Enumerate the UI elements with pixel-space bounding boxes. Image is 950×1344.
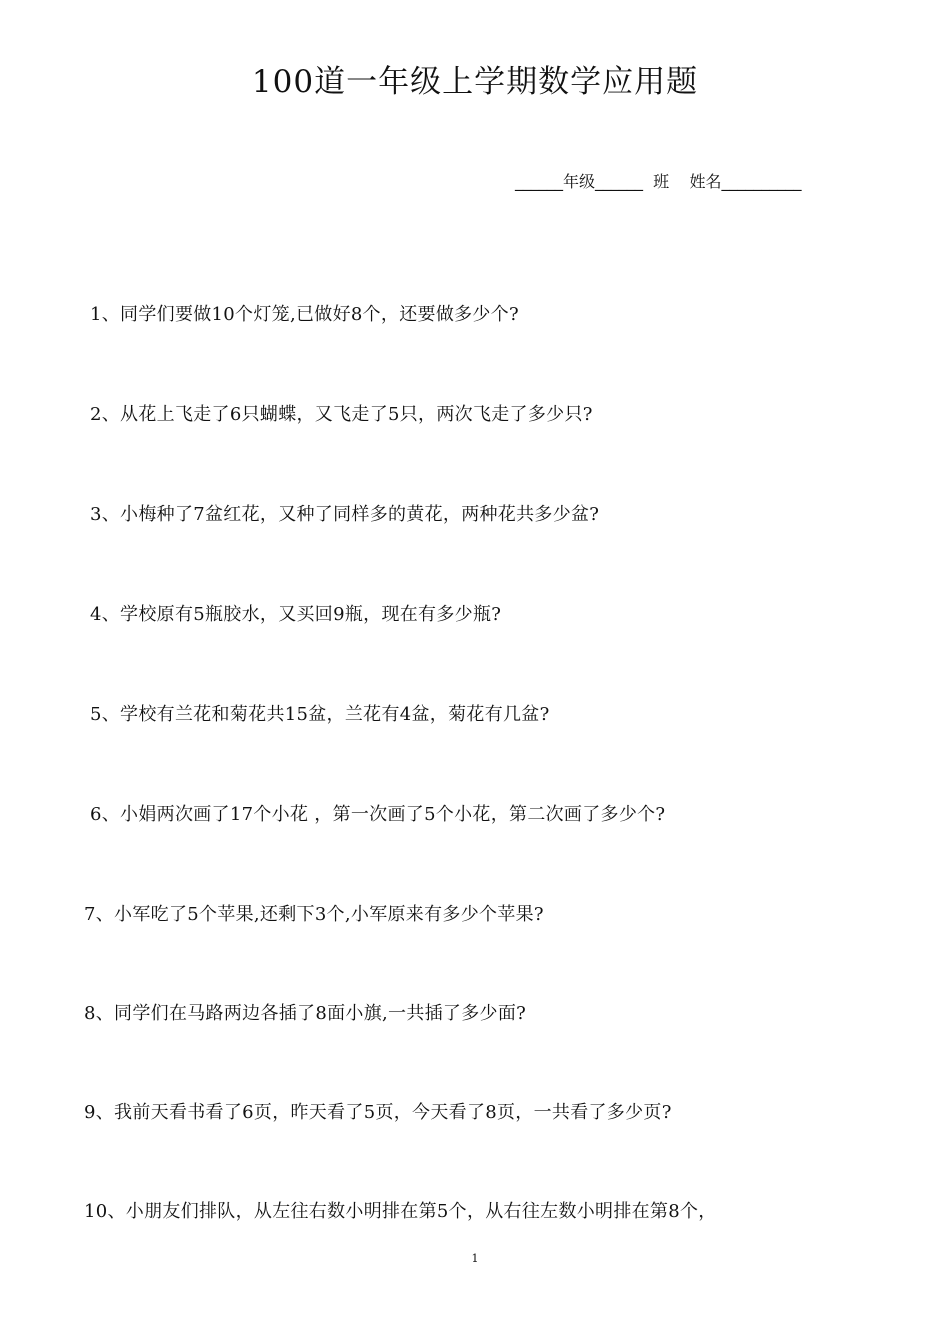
- question-2: 2、从花上飞走了6只蝴蝶，又飞走了5只，两次飞走了多少只?: [90, 404, 593, 425]
- page-title: 100道一年级上学期数学应用题: [251, 64, 699, 100]
- question-7: 7、小军吃了5个苹果,还剩下3个,小军原来有多少个苹果?: [84, 904, 544, 925]
- question-1: 1、同学们要做10个灯笼,已做好8个，还要做多少个?: [90, 304, 519, 325]
- question-10: 10、小朋友们排队，从左往右数小明排在第5个，从右往左数小明排在第8个，: [84, 1201, 717, 1222]
- student-info-line: ______年级______ 班 姓名__________: [515, 172, 802, 191]
- question-5: 5、学校有兰花和菊花共15盆，兰花有4盆，菊花有几盆?: [90, 704, 550, 725]
- question-6: 6、小娟两次画了17个小花 ，第一次画了5个小花，第二次画了多少个?: [90, 804, 666, 825]
- question-9: 9、我前天看书看了6页，昨天看了5页，今天看了8页，一共看了多少页?: [84, 1102, 672, 1123]
- question-4: 4、学校原有5瓶胶水，又买回9瓶，现在有多少瓶?: [90, 604, 502, 625]
- page-number: 1: [471, 1252, 479, 1265]
- question-8: 8、同学们在马路两边各插了8面小旗,一共插了多少面?: [84, 1003, 527, 1024]
- question-3: 3、小梅种了7盆红花，又种了同样多的黄花，两种花共多少盆?: [90, 504, 600, 525]
